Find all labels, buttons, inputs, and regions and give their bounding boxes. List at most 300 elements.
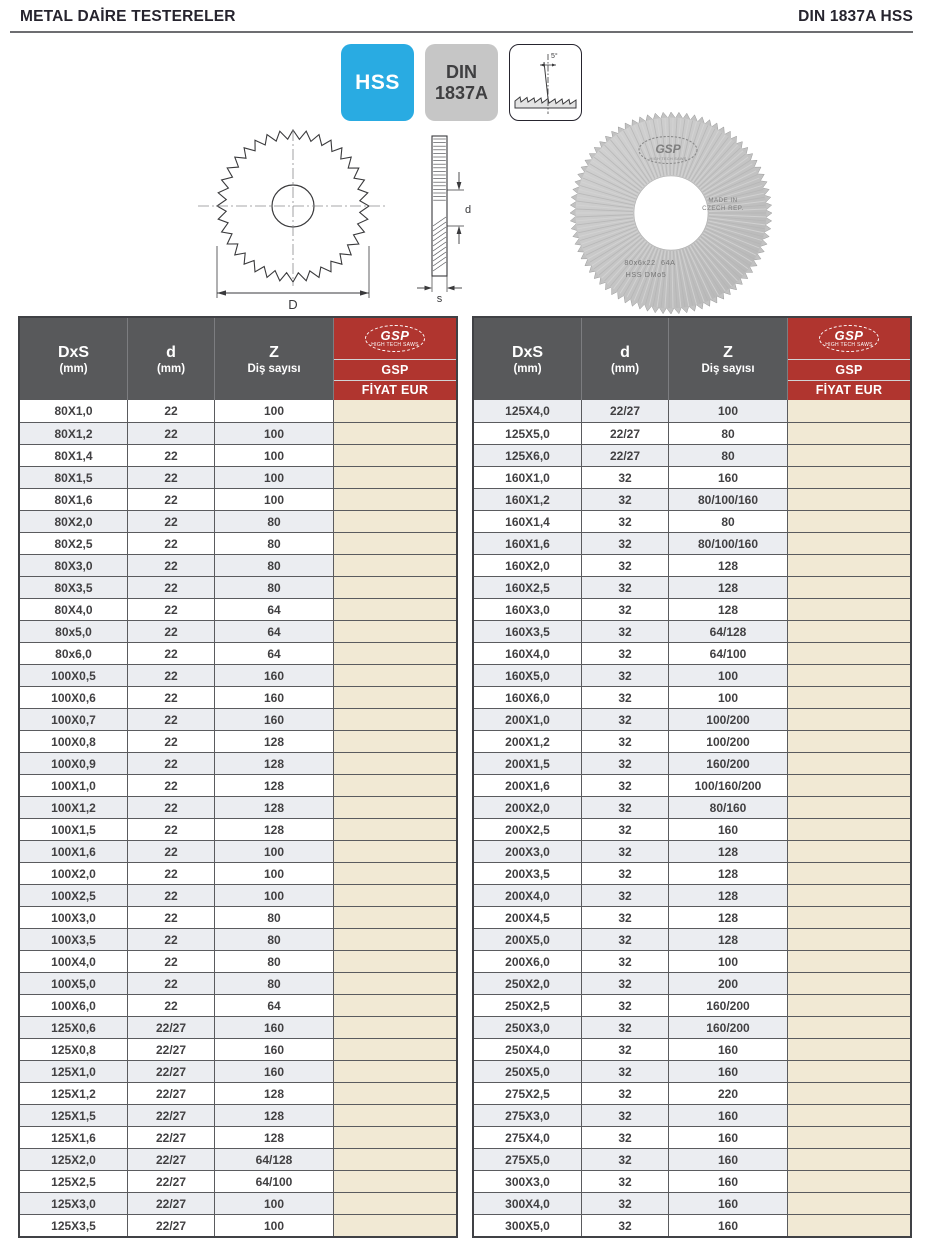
price-cell [788, 774, 910, 796]
dxs-cell: 200X3,5 [474, 862, 582, 884]
table-row [474, 950, 910, 972]
price-cell [788, 972, 910, 994]
d-cell: 32 [582, 1192, 669, 1214]
d-cell: 22 [128, 576, 215, 598]
z-cell: 100 [215, 466, 334, 488]
d-cell: 22 [128, 510, 215, 532]
z-cell: 128 [215, 752, 334, 774]
price-cell [334, 620, 456, 642]
dxs-cell: 100X1,5 [20, 818, 128, 840]
z-cell: 100/160/200 [669, 774, 788, 796]
d-cell: 22/27 [582, 422, 669, 444]
dxs-cell: 160X3,5 [474, 620, 582, 642]
z-cell: 160 [669, 1192, 788, 1214]
table-row [474, 664, 910, 686]
table-row [20, 422, 456, 444]
table-row [474, 510, 910, 532]
z-cell: 200 [669, 972, 788, 994]
d-cell: 22 [128, 928, 215, 950]
table-row [474, 598, 910, 620]
price-cell [788, 488, 910, 510]
table-row [474, 554, 910, 576]
d-cell: 32 [582, 1038, 669, 1060]
z-cell: 160 [215, 1016, 334, 1038]
z-cell: 160 [215, 664, 334, 686]
price-cell [788, 862, 910, 884]
table-row [474, 1104, 910, 1126]
table-row [20, 1082, 456, 1104]
tooth-angle-value: 5° [550, 52, 558, 60]
dxs-cell: 100X6,0 [20, 994, 128, 1016]
d-cell: 22 [128, 532, 215, 554]
d-cell: 22/27 [128, 1060, 215, 1082]
gsp-logo-oval [819, 325, 879, 352]
z-cell: 100/200 [669, 708, 788, 730]
z-cell: 160 [669, 1170, 788, 1192]
table-row [20, 928, 456, 950]
z-cell: 128 [669, 906, 788, 928]
d-cell: 32 [582, 928, 669, 950]
dxs-cell: 275X5,0 [474, 1148, 582, 1170]
d-cell: 22 [128, 774, 215, 796]
dxs-cell: 200X1,2 [474, 730, 582, 752]
d-cell: 32 [582, 862, 669, 884]
table-row [20, 642, 456, 664]
price-cell [334, 1192, 456, 1214]
table-row [20, 1038, 456, 1060]
dxs-cell: 100X3,0 [20, 906, 128, 928]
d-cell: 22/27 [128, 1082, 215, 1104]
dxs-cell: 100X5,0 [20, 972, 128, 994]
page-title: METAL DAİRE TESTERELER [20, 8, 236, 25]
price-cell [334, 554, 456, 576]
z-cell: 128 [215, 1082, 334, 1104]
dxs-cell: 80X1,4 [20, 444, 128, 466]
z-cell: 64/100 [215, 1170, 334, 1192]
table-row [20, 950, 456, 972]
d-cell: 32 [582, 708, 669, 730]
tables-area [18, 316, 912, 1238]
price-cell [334, 708, 456, 730]
table-row [20, 994, 456, 1016]
z-cell: 100 [215, 1214, 334, 1236]
table-row [20, 510, 456, 532]
d-cell: 32 [582, 972, 669, 994]
price-cell [334, 906, 456, 928]
d-cell: 22/27 [128, 1214, 215, 1236]
price-cell [334, 1104, 456, 1126]
technical-drawing [180, 128, 480, 313]
photo-spec-size: 80x6x22 64A [624, 258, 676, 267]
price-cell [334, 1060, 456, 1082]
table-row [474, 1038, 910, 1060]
z-cell: 100 [215, 400, 334, 422]
d-cell: 22/27 [128, 1170, 215, 1192]
photo-brand-label: GSP [655, 142, 681, 156]
photo-spec-material: HSS DMo5 [625, 270, 667, 279]
z-cell: 64 [215, 642, 334, 664]
dxs-cell: 160X6,0 [474, 686, 582, 708]
price-cell [334, 796, 456, 818]
standard-label: DIN 1837A HSS [798, 8, 913, 25]
d-cell: 22 [128, 400, 215, 422]
dxs-cell: 160X4,0 [474, 642, 582, 664]
price-cell [788, 796, 910, 818]
z-cell: 100/200 [669, 730, 788, 752]
table-row [20, 862, 456, 884]
price-cell [788, 994, 910, 1016]
dxs-cell: 80X2,5 [20, 532, 128, 554]
table-row [474, 840, 910, 862]
table-row [20, 554, 456, 576]
dxs-cell: 200X1,5 [474, 752, 582, 774]
price-cell [334, 818, 456, 840]
d-cell: 32 [582, 818, 669, 840]
z-header-unit: Diş sayısı [247, 362, 301, 375]
table-row [474, 422, 910, 444]
d-cell: 32 [582, 532, 669, 554]
table-row [474, 1214, 910, 1236]
z-cell: 160 [669, 1126, 788, 1148]
price-cell [334, 972, 456, 994]
diameter-label: D [288, 297, 298, 312]
price-cell [334, 510, 456, 532]
dxs-cell: 80x6,0 [20, 642, 128, 664]
z-cell: 160 [215, 1060, 334, 1082]
photo-brand-subtitle: HIGH TECH SAWS [649, 157, 687, 161]
hss-badge [341, 44, 414, 121]
d-cell: 32 [582, 466, 669, 488]
d-cell: 32 [582, 576, 669, 598]
din-badge-line2: 1837A [434, 82, 489, 103]
gsp-brand-label: GSP [788, 359, 910, 380]
price-cell [788, 532, 910, 554]
column-header-d [582, 318, 669, 400]
table-header [474, 318, 910, 400]
price-cell [334, 1148, 456, 1170]
dxs-cell: 125X1,2 [20, 1082, 128, 1104]
blade-photo [553, 110, 798, 318]
dxs-cell: 200X3,0 [474, 840, 582, 862]
d-cell: 32 [582, 620, 669, 642]
z-cell: 64 [215, 994, 334, 1016]
z-cell: 128 [669, 576, 788, 598]
d-cell: 22 [128, 796, 215, 818]
z-cell: 100 [669, 400, 788, 422]
z-cell: 80 [669, 510, 788, 532]
d-cell: 22 [128, 906, 215, 928]
dxs-cell: 100X0,6 [20, 686, 128, 708]
d-cell: 22 [128, 950, 215, 972]
table-row [474, 972, 910, 994]
price-cell [334, 884, 456, 906]
table-row [20, 752, 456, 774]
dxs-header-label: DxS [511, 343, 544, 361]
dxs-cell: 100X2,5 [20, 884, 128, 906]
dxs-header-unit: (mm) [59, 362, 88, 375]
table-row [474, 400, 910, 422]
dxs-cell: 300X5,0 [474, 1214, 582, 1236]
d-cell: 32 [582, 1104, 669, 1126]
price-cell [334, 444, 456, 466]
z-header-label: Z [723, 343, 733, 361]
d-cell: 22 [128, 642, 215, 664]
dxs-cell: 80x5,0 [20, 620, 128, 642]
d-cell: 22/27 [128, 1192, 215, 1214]
dxs-cell: 160X1,6 [474, 532, 582, 554]
column-header-dxs [474, 318, 582, 400]
dxs-cell: 125X1,6 [20, 1126, 128, 1148]
d-cell: 22 [128, 686, 215, 708]
price-cell [788, 1170, 910, 1192]
table-row [20, 488, 456, 510]
dxs-cell: 275X2,5 [474, 1082, 582, 1104]
table-row [474, 906, 910, 928]
badge-row [341, 44, 582, 121]
dxs-cell: 160X2,5 [474, 576, 582, 598]
price-cell [788, 686, 910, 708]
d-cell: 32 [582, 686, 669, 708]
price-cell [334, 576, 456, 598]
price-cell [788, 752, 910, 774]
dxs-cell: 100X0,9 [20, 752, 128, 774]
d-cell: 32 [582, 1170, 669, 1192]
z-cell: 160 [669, 1148, 788, 1170]
z-cell: 80 [669, 444, 788, 466]
table-row [474, 686, 910, 708]
price-cell [788, 444, 910, 466]
dxs-cell: 80X4,0 [20, 598, 128, 620]
dxs-cell: 125X0,6 [20, 1016, 128, 1038]
z-cell: 100 [669, 664, 788, 686]
d-cell: 32 [582, 730, 669, 752]
table-row [20, 598, 456, 620]
price-cell [334, 730, 456, 752]
dxs-cell: 200X4,5 [474, 906, 582, 928]
z-cell: 100 [215, 862, 334, 884]
z-header-unit: Diş sayısı [701, 362, 755, 375]
z-cell: 160 [669, 1104, 788, 1126]
z-cell: 160 [669, 1060, 788, 1082]
z-cell: 100 [669, 950, 788, 972]
z-cell: 80/100/160 [669, 532, 788, 554]
d-cell: 22/27 [128, 1126, 215, 1148]
dxs-cell: 250X2,0 [474, 972, 582, 994]
dxs-cell: 300X3,0 [474, 1170, 582, 1192]
gsp-logo [334, 318, 456, 359]
dxs-cell: 160X2,0 [474, 554, 582, 576]
z-cell: 128 [215, 1126, 334, 1148]
dxs-cell: 200X2,0 [474, 796, 582, 818]
table-row [474, 862, 910, 884]
z-cell: 80 [215, 906, 334, 928]
d-cell: 22 [128, 862, 215, 884]
price-cell [788, 1016, 910, 1038]
z-cell: 128 [669, 884, 788, 906]
price-cell [788, 708, 910, 730]
z-cell: 100 [215, 422, 334, 444]
hss-badge-label: HSS [355, 70, 400, 94]
dxs-header-unit: (mm) [513, 362, 542, 375]
dxs-cell: 100X0,5 [20, 664, 128, 686]
price-cell [334, 686, 456, 708]
table-header [20, 318, 456, 400]
price-cell [334, 950, 456, 972]
price-cell [788, 1126, 910, 1148]
d-cell: 22 [128, 994, 215, 1016]
table-row [20, 774, 456, 796]
gsp-logo-text: GSP [380, 328, 410, 343]
table-row [20, 1126, 456, 1148]
gsp-brand-label: GSP [334, 359, 456, 380]
z-cell: 160 [215, 708, 334, 730]
table-row [20, 686, 456, 708]
d-cell: 32 [582, 1126, 669, 1148]
d-cell: 32 [582, 642, 669, 664]
d-cell: 22 [128, 708, 215, 730]
dxs-cell: 200X4,0 [474, 884, 582, 906]
d-cell: 32 [582, 796, 669, 818]
z-cell: 160 [215, 1038, 334, 1060]
table-row [474, 1148, 910, 1170]
column-header-z [669, 318, 788, 400]
table-row [474, 774, 910, 796]
table-row [20, 1060, 456, 1082]
d-cell: 22 [128, 840, 215, 862]
d-cell: 32 [582, 840, 669, 862]
gsp-logo-subtitle: HIGH TECH SAWS [371, 342, 419, 348]
d-cell: 32 [582, 884, 669, 906]
table-row [474, 730, 910, 752]
table-row [20, 1104, 456, 1126]
price-cell [788, 1060, 910, 1082]
d-cell: 32 [582, 1082, 669, 1104]
z-cell: 100 [215, 488, 334, 510]
d-cell: 22/27 [582, 444, 669, 466]
price-cell [788, 576, 910, 598]
d-cell: 22/27 [128, 1104, 215, 1126]
table-row [20, 818, 456, 840]
dxs-cell: 100X1,6 [20, 840, 128, 862]
z-cell: 128 [215, 818, 334, 840]
z-cell: 128 [669, 928, 788, 950]
d-cell: 32 [582, 664, 669, 686]
dxs-cell: 100X1,0 [20, 774, 128, 796]
price-cell [788, 928, 910, 950]
price-cell [334, 532, 456, 554]
dxs-cell: 80X2,0 [20, 510, 128, 532]
price-cell [788, 1214, 910, 1236]
z-cell: 100 [215, 1192, 334, 1214]
z-cell: 80 [215, 576, 334, 598]
dxs-cell: 80X1,6 [20, 488, 128, 510]
table-row [474, 884, 910, 906]
d-cell: 22 [128, 752, 215, 774]
z-cell: 64 [215, 598, 334, 620]
photo-made-in-line2: CZECH REP. [702, 205, 744, 212]
d-cell: 32 [582, 488, 669, 510]
price-cell [334, 400, 456, 422]
table-row [20, 730, 456, 752]
table-row [20, 1214, 456, 1236]
column-header-d [128, 318, 215, 400]
z-cell: 64/100 [669, 642, 788, 664]
dxs-cell: 100X0,7 [20, 708, 128, 730]
dxs-cell: 160X1,0 [474, 466, 582, 488]
z-cell: 80 [215, 532, 334, 554]
dxs-cell: 100X4,0 [20, 950, 128, 972]
tooth-profile-icon [513, 48, 579, 118]
dxs-cell: 250X2,5 [474, 994, 582, 1016]
dxs-header-label: DxS [57, 343, 90, 361]
table-row [20, 532, 456, 554]
z-cell: 100 [215, 840, 334, 862]
table-body [474, 400, 910, 1236]
dxs-cell: 125X4,0 [474, 400, 582, 422]
z-cell: 64/128 [215, 1148, 334, 1170]
d-cell: 22 [128, 818, 215, 840]
z-cell: 80 [215, 928, 334, 950]
d-cell: 22 [128, 488, 215, 510]
gsp-logo-subtitle: HIGH TECH SAWS [825, 342, 873, 348]
price-cell [788, 950, 910, 972]
dxs-cell: 80X1,0 [20, 400, 128, 422]
z-cell: 80/160 [669, 796, 788, 818]
d-cell: 32 [582, 906, 669, 928]
price-eur-label: FİYAT EUR [334, 380, 456, 401]
price-cell [334, 466, 456, 488]
z-cell: 128 [215, 1104, 334, 1126]
z-cell: 128 [215, 730, 334, 752]
price-cell [788, 466, 910, 488]
column-header-z [215, 318, 334, 400]
price-cell [334, 488, 456, 510]
dxs-cell: 275X4,0 [474, 1126, 582, 1148]
dxs-cell: 300X4,0 [474, 1192, 582, 1214]
d-header-unit: (mm) [156, 362, 186, 375]
d-cell: 22 [128, 466, 215, 488]
z-cell: 128 [669, 554, 788, 576]
z-cell: 160/200 [669, 752, 788, 774]
dxs-cell: 100X0,8 [20, 730, 128, 752]
table-row [20, 400, 456, 422]
blade-side-drawing [417, 136, 471, 305]
d-cell: 32 [582, 510, 669, 532]
price-cell [334, 840, 456, 862]
bore-label: d [465, 204, 472, 216]
price-eur-label: FİYAT EUR [788, 380, 910, 401]
price-cell [334, 752, 456, 774]
price-cell [334, 862, 456, 884]
d-cell: 22 [128, 972, 215, 994]
price-cell [788, 818, 910, 840]
z-cell: 160/200 [669, 1016, 788, 1038]
table-row [474, 796, 910, 818]
table-row [474, 1082, 910, 1104]
dxs-cell: 160X5,0 [474, 664, 582, 686]
z-cell: 100 [215, 884, 334, 906]
z-cell: 160 [215, 686, 334, 708]
table-row [474, 994, 910, 1016]
table-row [20, 466, 456, 488]
gsp-logo [788, 318, 910, 359]
price-cell [788, 598, 910, 620]
dxs-cell: 200X1,6 [474, 774, 582, 796]
column-header-dxs [20, 318, 128, 400]
din-badge-line1: DIN [446, 61, 477, 82]
header-rule [10, 31, 913, 33]
dxs-cell: 125X0,8 [20, 1038, 128, 1060]
